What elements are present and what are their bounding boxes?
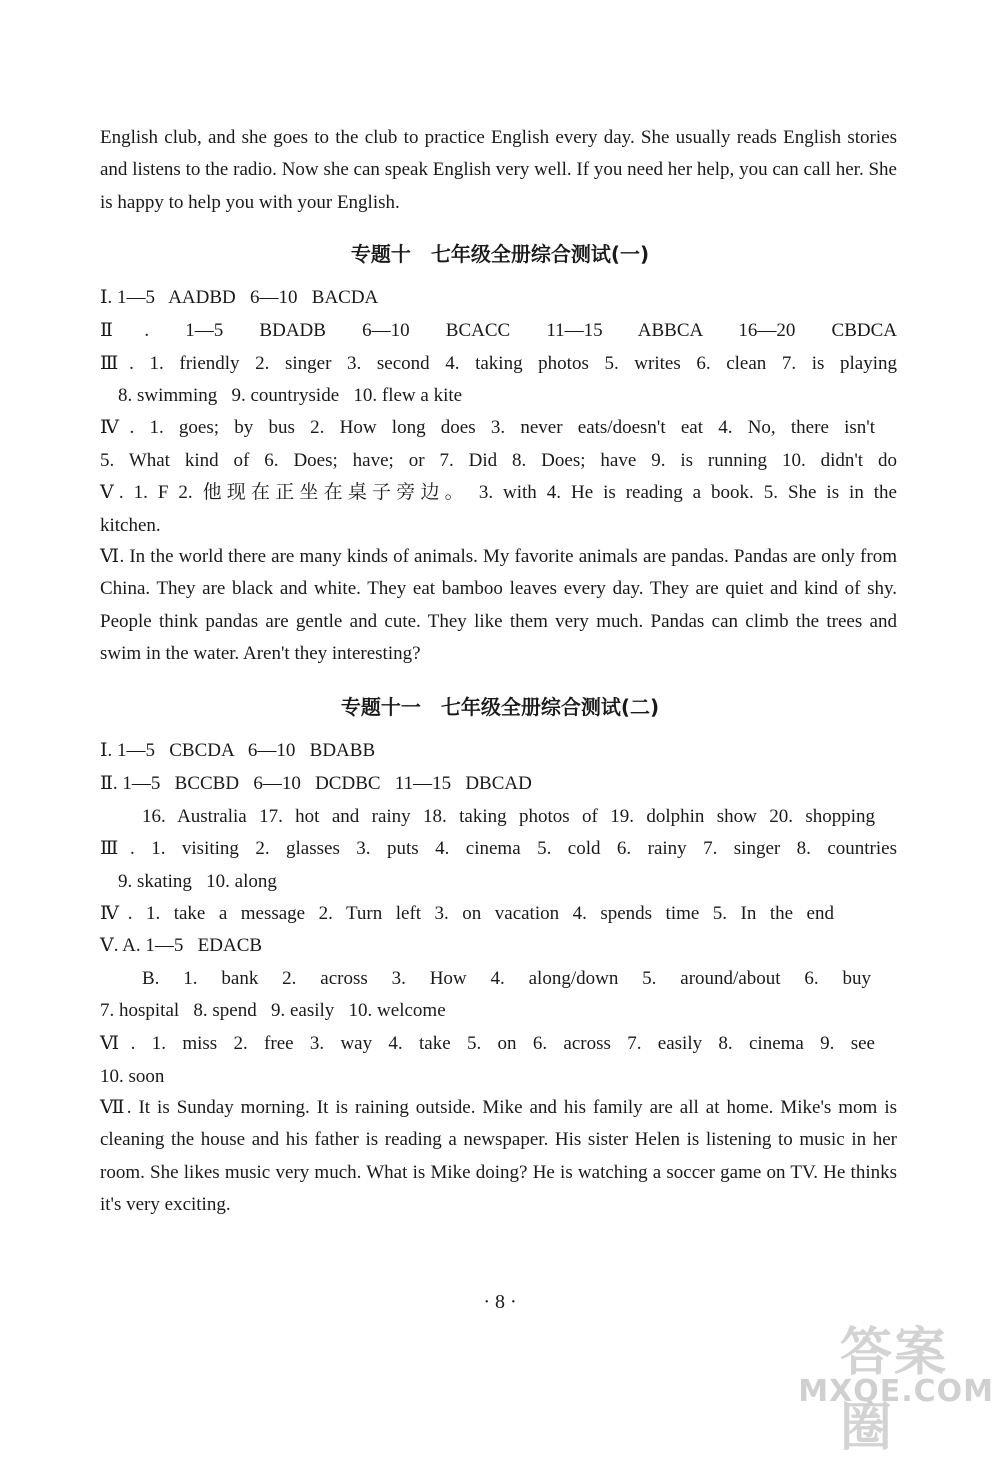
s10-line-8: kitchen. <box>100 515 161 536</box>
s10-line-3: Ⅲ. 1. friendly 2. singer 3. second 4. taking photos 5. writes 6. clean 7. is playing <box>100 353 897 374</box>
s11-line-1: Ⅰ. 1—5 CBCDA 6—10 BDABB <box>100 740 376 761</box>
watermark-bottom-text: MXQE.COM <box>798 1374 994 1409</box>
intro-paragraph: English club, and she goes to the club to practice English every day. She usually reads English stories and listens to the radio. Now she can speak English very well. If you need her help, you can call her. She is happy to help you with your English. <box>100 127 897 213</box>
s10-line-6: 5. What kind of 6. Does; have; or 7. Did 8. Does; have 9. is running 10. didn't do <box>100 450 897 471</box>
s11-line-6: Ⅳ. 1. take a message 2. Turn left 3. on vacation 4. spends time 5. In the end <box>100 903 834 924</box>
watermark-logo <box>798 1310 1000 1458</box>
section-10-heading: 专题十 七年级全册综合测试(一) <box>350 242 650 266</box>
s11-line-10: Ⅵ. 1. miss 2. free 3. way 4. take 5. on 6. across 7. easily 8. cinema 9. see <box>100 1033 875 1054</box>
s11-line-11: 10. soon <box>100 1066 165 1087</box>
s11-line-8: B. 1. bank 2. across 3. How 4. along/down 5. around/about 6. buy <box>142 968 871 989</box>
section-11-heading: 专题十一 七年级全册综合测试(二) <box>340 695 660 719</box>
s10-line-1: Ⅰ. 1—5 AADBD 6—10 BACDA <box>100 287 379 308</box>
s11-line-5: 9. skating 10. along <box>118 871 277 892</box>
s11-essay: Ⅶ. It is Sunday morning. It is raining outside. Mike and his family are all at home. Mike's mom is cleaning the house and his father is reading a newspaper. His sister Helen is listening to music in her room. She likes music very much. What is Mike doing? He is watching a soccer game on TV. He thinks it's very exciting. <box>100 1097 897 1216</box>
s11-line-9: 7. hospital 8. spend 9. easily 10. welcome <box>100 1000 446 1021</box>
s11-line-3: 16. Australia 17. hot and rainy 18. taking photos of 19. dolphin show 20. shopping <box>142 806 875 827</box>
s10-line-7: Ⅴ. 1. F 2. 他现在正坐在桌子旁边。 3. with 4. He is reading a book. 5. She is in the <box>100 482 897 503</box>
watermark-top-text: 答案圈 <box>840 1323 949 1458</box>
s10-line-4: 8. swimming 9. countryside 10. flew a kite <box>118 385 463 406</box>
page-number: · 8 · <box>483 1291 517 1313</box>
s10-essay: Ⅵ. In the world there are many kinds of animals. My favorite animals are pandas. Pandas are only from China. They are black and white. They eat bamboo leaves every day. They are quiet and kind of shy. People think pandas are gentle and cute. They like them very much. Pandas can climb the trees and swim in the water. Aren't they interesting? <box>100 546 897 665</box>
s11-line-7: Ⅴ. A. 1—5 EDACB <box>100 935 263 956</box>
s11-line-4: Ⅲ. 1. visiting 2. glasses 3. puts 4. cinema 5. cold 6. rainy 7. singer 8. countries <box>100 838 897 859</box>
s10-line-2: Ⅱ. 1—5 BDADB 6—10 BCACC 11—15 ABBCA 16—20 CBDCA <box>100 320 897 341</box>
s10-line-5: Ⅳ. 1. goes; by bus 2. How long does 3. never eats/doesn't eat 4. No, there isn't <box>100 417 875 438</box>
s11-line-2: Ⅱ. 1—5 BCCBD 6—10 DCDBC 11—15 DBCAD <box>100 773 532 794</box>
